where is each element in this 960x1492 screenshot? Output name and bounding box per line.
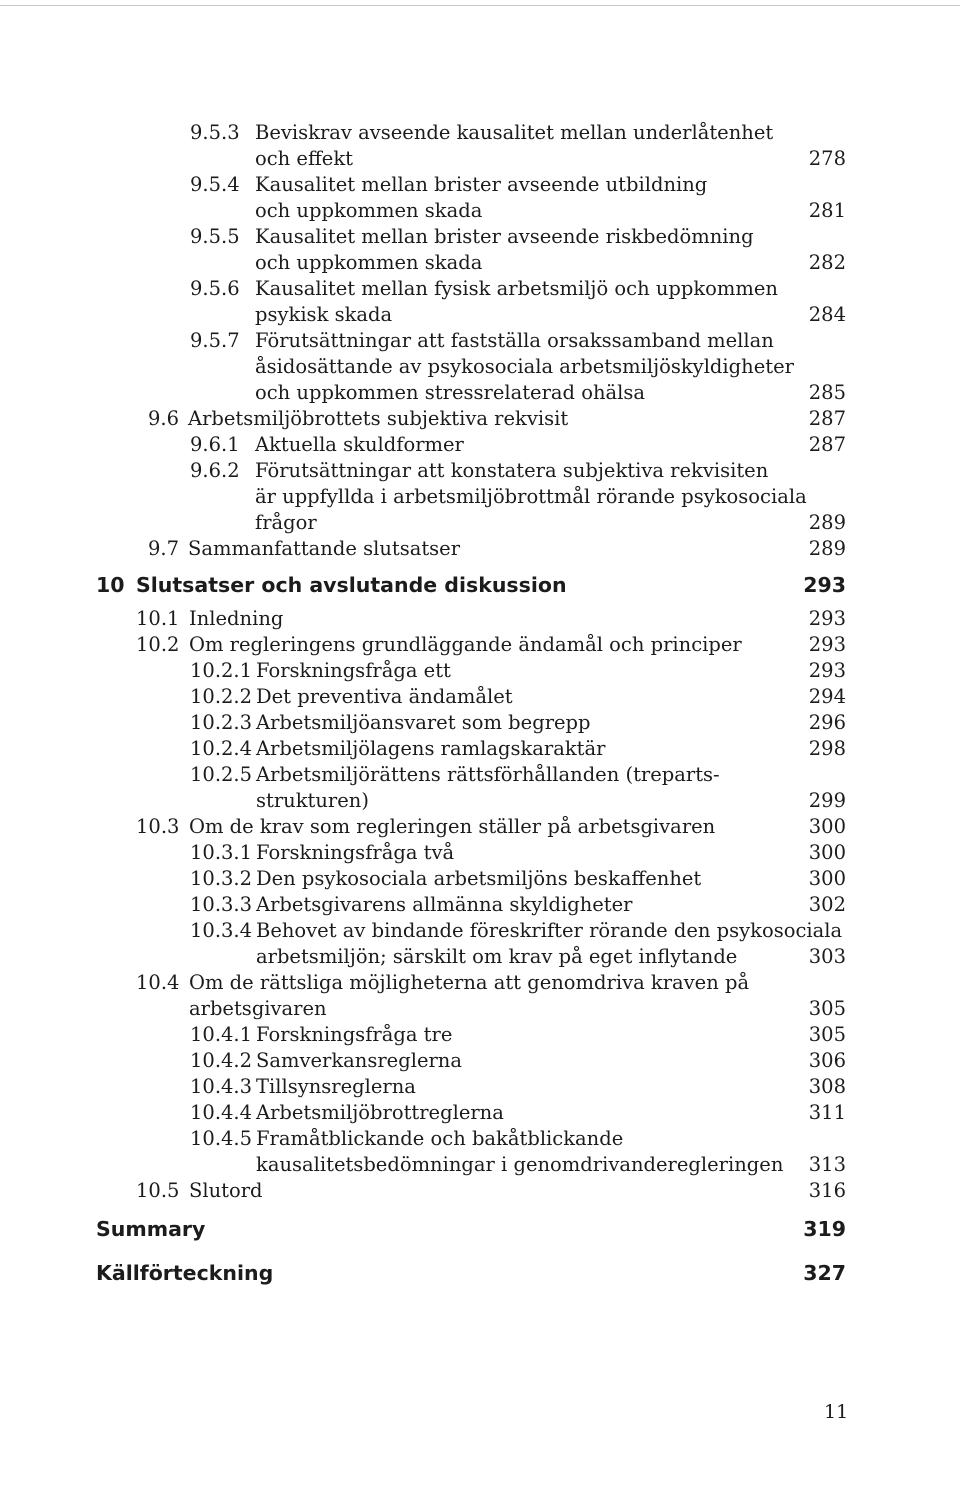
- toc-entry-continuation: [190, 1152, 846, 1178]
- toc-entry-title: Arbetsmiljörättens rättsförhållanden (treparts-: [256, 763, 720, 786]
- toc-entry-page: 293: [808, 659, 846, 682]
- toc-entry-page: 298: [808, 737, 846, 760]
- toc-entry: [190, 892, 846, 918]
- toc-entry-page: 293: [808, 607, 846, 630]
- toc-entry-title: och uppkommen stressrelaterad ohälsa: [255, 381, 646, 404]
- toc-entry-continuation: [190, 250, 846, 276]
- toc-entry-title: åsidosättande av psykosociala arbetsmiljöskyldigheter: [255, 355, 794, 378]
- toc-entry: [136, 970, 846, 996]
- toc-entry-number: 10.4.2: [190, 1049, 253, 1072]
- toc-entry-continuation: [190, 146, 846, 172]
- toc-entry-number: 10.2.2: [190, 685, 253, 708]
- toc-entry-title: arbetsmiljön; särskilt om krav på eget inflytande: [256, 945, 738, 968]
- toc-entry-number: 10.3.4: [190, 919, 253, 942]
- toc-entry-page: 300: [808, 867, 846, 890]
- toc-chapter: [96, 1214, 846, 1244]
- toc-entry-title: Förutsättningar att konstatera subjektiva rekvisiten: [255, 459, 769, 482]
- toc-entry-continuation: [190, 510, 846, 536]
- toc-entry-title: Slutord: [189, 1179, 263, 1202]
- toc-entry-number: 10.2: [136, 633, 180, 656]
- toc-entry-title: Samverkansreglerna: [256, 1049, 462, 1072]
- toc-entry-title: Behovet av bindande föreskrifter rörande den psykosociala: [256, 919, 843, 942]
- toc-entry-title: Framåtblickande och bakåtblickande: [256, 1127, 624, 1150]
- toc-entry-page: 306: [808, 1049, 846, 1072]
- toc-entry-continuation: [190, 354, 846, 380]
- toc-entry-continuation: [190, 198, 846, 224]
- toc-entry-page: 316: [808, 1179, 846, 1202]
- toc-entry-title: Arbetsmiljölagens ramlagskaraktär: [256, 737, 606, 760]
- toc-entry-page: 300: [808, 815, 846, 838]
- toc-entry-title: Den psykosociala arbetsmiljöns beskaffenhet: [256, 867, 702, 890]
- toc-entry: [190, 840, 846, 866]
- toc-chapter-title: Slutsatser och avslutande diskussion: [136, 573, 567, 597]
- toc-entry-number: 9.5.4: [190, 173, 240, 196]
- toc-entry-number: 10.5: [136, 1179, 180, 1202]
- toc-entry-page: 281: [808, 199, 846, 222]
- toc-entry-number: 10.3.1: [190, 841, 253, 864]
- toc-entry-continuation: [190, 302, 846, 328]
- toc-entry: [190, 1074, 846, 1100]
- toc-entry: [190, 1048, 846, 1074]
- toc-entry-title: Kausalitet mellan brister avseende riskbedömning: [255, 225, 754, 248]
- toc-entry: [190, 458, 846, 484]
- toc-entry-title: Om de krav som regleringen ställer på arbetsgivaren: [189, 815, 716, 838]
- toc-entry-title: och effekt: [255, 147, 354, 170]
- toc-entry-title: Tillsynsreglerna: [256, 1075, 416, 1098]
- toc-entry: [136, 606, 846, 632]
- toc-entry: [190, 172, 846, 198]
- toc-entry-number: 10.2.3: [190, 711, 253, 734]
- toc-entry: [190, 684, 846, 710]
- toc-entry-title: Kausalitet mellan fysisk arbetsmiljö och uppkommen: [255, 277, 778, 300]
- toc-entry-number: 10.3: [136, 815, 180, 838]
- toc-entry-page: 294: [808, 685, 846, 708]
- toc-entry-title: Arbetsmiljöansvaret som begrepp: [256, 711, 591, 734]
- toc-chapter: [96, 570, 846, 600]
- toc-entry-title: strukturen): [256, 789, 369, 812]
- toc-entry-number: 10.4: [136, 971, 180, 994]
- toc-entry-number: 10.4.4: [190, 1101, 253, 1124]
- toc-entry-page: 303: [808, 945, 846, 968]
- toc-entry: [190, 736, 846, 762]
- toc-entry-number: 10.2.4: [190, 737, 253, 760]
- toc-entry-title: kausalitetsbedömningar i genomdrivanderegleringen: [256, 1153, 784, 1176]
- toc-entry-title: Förutsättningar att fastställa orsakssamband mellan: [255, 329, 774, 352]
- toc-entry-number: 9.5.3: [190, 121, 240, 144]
- toc-entry-number: 10.2.1: [190, 659, 253, 682]
- toc-chapter-page: 319: [803, 1217, 846, 1241]
- toc-entry-page: 278: [808, 147, 846, 170]
- toc-entry-title: Kausalitet mellan brister avseende utbildning: [255, 173, 708, 196]
- toc-entry-title: arbetsgivaren: [189, 997, 327, 1020]
- toc-entry-number: 9.5.5: [190, 225, 240, 248]
- toc-entry-title: Sammanfattande slutsatser: [188, 537, 461, 560]
- toc-entry-continuation: [190, 944, 846, 970]
- toc-entry-number: 9.5.7: [190, 329, 240, 352]
- toc-entry-page: 285: [808, 381, 846, 404]
- toc-entry-title: Forskningsfråga tre: [256, 1023, 453, 1046]
- toc-entry-number: 10.3.2: [190, 867, 253, 890]
- toc-entry-number: 10.2.5: [190, 763, 253, 786]
- toc-entry-continuation: [190, 788, 846, 814]
- toc-entry-page: 302: [808, 893, 846, 916]
- toc-entry-number: 10.4.3: [190, 1075, 253, 1098]
- toc-chapter-number: 10: [96, 573, 125, 597]
- toc-chapter-page: 327: [803, 1261, 846, 1285]
- toc-entry-number: 10.1: [136, 607, 180, 630]
- toc-entry-title: Aktuella skuldformer: [255, 433, 464, 456]
- toc-entry-title: Det preventiva ändamålet: [256, 685, 513, 708]
- toc-entry: [136, 1178, 846, 1204]
- toc-entry: [190, 710, 846, 736]
- toc-entry-page: 308: [808, 1075, 846, 1098]
- toc-entry-number: 10.4.1: [190, 1023, 253, 1046]
- toc-entry-number: 9.7: [148, 537, 180, 560]
- toc-entry-title: Om regleringens grundläggande ändamål och principer: [189, 633, 742, 656]
- toc-entry-number: 9.6: [148, 407, 180, 430]
- toc-entry-number: 10.3.3: [190, 893, 253, 916]
- toc-entry-page: 299: [808, 789, 846, 812]
- toc-entry: [190, 1126, 846, 1152]
- toc-entry-page: 282: [808, 251, 846, 274]
- toc-entry-page: 287: [808, 433, 846, 456]
- toc-entry: [190, 918, 846, 944]
- toc-entry-page: 296: [808, 711, 846, 734]
- toc-entry: [148, 536, 846, 562]
- toc-entry-title: Arbetsgivarens allmänna skyldigheter: [256, 893, 633, 916]
- toc-entry-continuation: [136, 996, 846, 1022]
- toc-entry: [190, 120, 846, 146]
- toc-chapter-title: Källförteckning: [96, 1261, 274, 1285]
- toc-entry-page: 300: [808, 841, 846, 864]
- toc-entry-number: 9.5.6: [190, 277, 240, 300]
- toc-chapter-title: Summary: [96, 1217, 206, 1241]
- toc-entry-title: psykisk skada: [255, 303, 393, 326]
- toc-entry: [190, 276, 846, 302]
- toc-entry-title: Arbetsmiljöbrottreglerna: [256, 1101, 504, 1124]
- toc-chapter-page: 293: [803, 573, 846, 597]
- toc-entry-title: Forskningsfråga ett: [256, 659, 451, 682]
- toc-entry-continuation: [190, 484, 846, 510]
- toc-entry: [190, 1100, 846, 1126]
- toc-entry-page: 313: [808, 1153, 846, 1176]
- toc-entry-page: 289: [808, 511, 846, 534]
- toc-entry-page: 289: [808, 537, 846, 560]
- toc-entry-title: Inledning: [189, 607, 284, 630]
- toc-entry-page: 305: [808, 997, 846, 1020]
- toc-entry-number: 10.4.5: [190, 1127, 253, 1150]
- toc-entry-title: Arbetsmiljöbrottets subjektiva rekvisit: [188, 407, 569, 430]
- toc-entry: [190, 658, 846, 684]
- toc-entry-title: Forskningsfråga två: [256, 841, 455, 864]
- toc-entry: [190, 224, 846, 250]
- toc-entry-title: är uppfyllda i arbetsmiljöbrottmål rörande psykosociala: [255, 485, 807, 508]
- toc-entry-title: Om de rättsliga möjligheterna att genomdriva kraven på: [189, 971, 750, 994]
- toc-entry-title: Beviskrav avseende kausalitet mellan underlåtenhet: [255, 121, 774, 144]
- toc-entry: [190, 432, 846, 458]
- toc-entry-page: 305: [808, 1023, 846, 1046]
- toc-entry-title: och uppkommen skada: [255, 251, 483, 274]
- toc-chapter: [96, 1258, 846, 1288]
- page-number: 11: [824, 1401, 849, 1423]
- toc-entry-number: 9.6.2: [190, 459, 240, 482]
- toc-entry-page: 287: [808, 407, 846, 430]
- toc-entry: [136, 632, 846, 658]
- toc-entry-page: 311: [808, 1101, 846, 1124]
- toc-entry: [190, 1022, 846, 1048]
- toc-entry: [136, 814, 846, 840]
- toc-entry-title: och uppkommen skada: [255, 199, 483, 222]
- toc-entry-page: 293: [808, 633, 846, 656]
- toc-entry-number: 9.6.1: [190, 433, 240, 456]
- toc-entry: [190, 866, 846, 892]
- toc-entry: [190, 328, 846, 354]
- toc-entry: [148, 406, 846, 432]
- toc-entry-title: frågor: [255, 511, 317, 534]
- toc-entry: [190, 762, 846, 788]
- toc-entry-page: 284: [808, 303, 846, 326]
- toc-entry-continuation: [190, 380, 846, 406]
